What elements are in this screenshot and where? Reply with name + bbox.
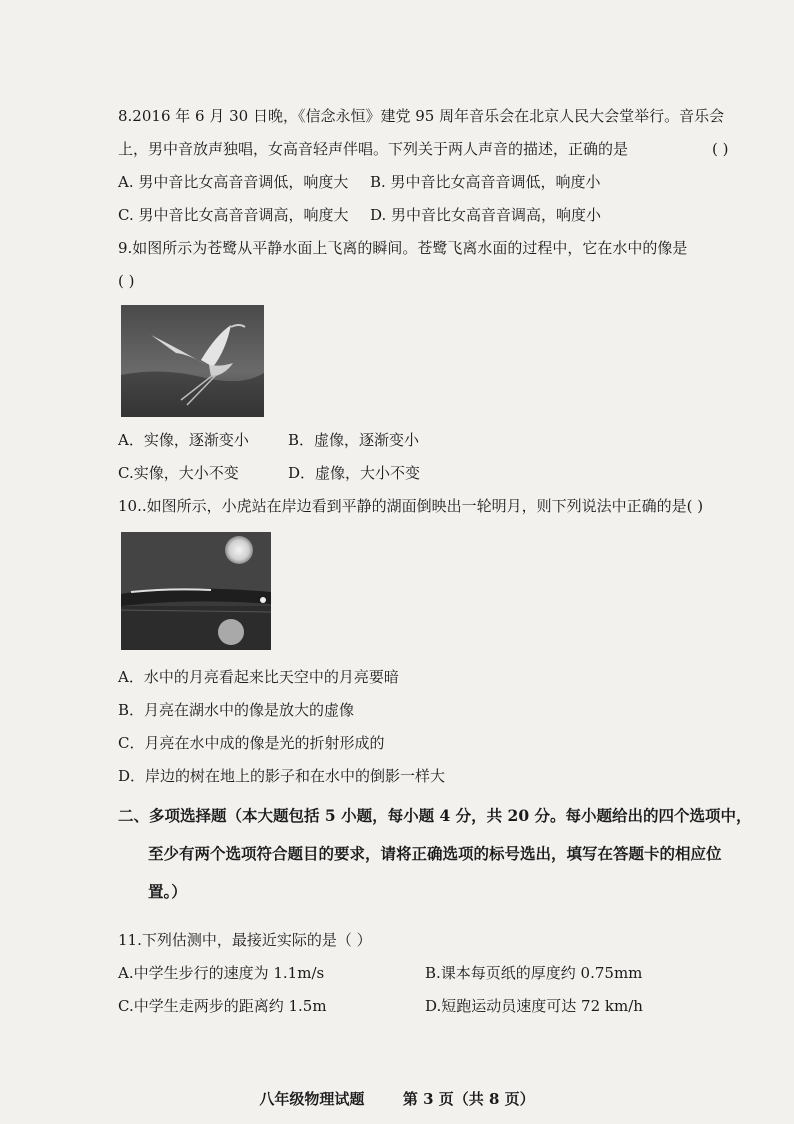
q8-option-a: A. 男中音比女高音音调低，响度大 <box>118 173 349 191</box>
q9-stem-line1: 9.如图所示为苍鹭从平静水面上飞离的瞬间。苍鹭飞离水面的过程中，它在水中的像是 <box>118 239 688 257</box>
section2-heading-line2: 至少有两个选项符合题目的要求，请将正确选项的标号选出，填写在答题卡的相应位 <box>148 844 722 863</box>
q11-option-d: D.短跑运动员速度可达 72 km/h <box>425 997 643 1015</box>
q10-option-c: C．月亮在水中成的像是光的折射形成的 <box>118 734 385 752</box>
q10-option-d: D．岸边的树在地上的影子和在水中的倒影一样大 <box>118 767 446 785</box>
q9-option-c: C.实像，大小不变 <box>118 464 239 482</box>
q8-option-d: D. 男中音比女高音音调高，响度小 <box>370 206 602 224</box>
q11-option-b: B.课本每页纸的厚度约 0.75mm <box>425 964 643 982</box>
q8-stem-line2: 上，男中音放声独唱，女高音轻声伴唱。下列关于两人声音的描述，正确的是 <box>118 140 629 158</box>
q8-answer-bracket: ( ) <box>712 140 729 158</box>
heron-photo <box>121 305 264 417</box>
q8-option-c: C. 男中音比女高音音调高，响度大 <box>118 206 349 224</box>
footer-subject: 八年级物理试题 <box>259 1090 365 1108</box>
page-footer <box>0 1088 794 1109</box>
moon-reflection-photo <box>121 532 271 650</box>
section2-heading-line1: 二、多项选择题（本大题包括 5 小题，每小题 4 分，共 20 分。每小题给出的四个选项中， <box>118 806 752 825</box>
q10-option-b: B．月亮在湖水中的像是放大的虚像 <box>118 701 355 719</box>
footer-page-number: 第 3 页（共 8 页） <box>402 1090 535 1108</box>
section2-heading-line3: 置。） <box>148 882 187 901</box>
q9-answer-bracket: ( ) <box>118 272 135 290</box>
q8-option-b: B. 男中音比女高音音调低，响度小 <box>370 173 601 191</box>
q9-option-d: D．虚像，大小不变 <box>288 464 421 482</box>
q9-option-a: A．实像，逐渐变小 <box>118 431 249 449</box>
q10-option-a: A．水中的月亮看起来比天空中的月亮要暗 <box>118 668 399 686</box>
q9-option-b: B．虚像，逐渐变小 <box>288 431 420 449</box>
q11-stem-line1: 11.下列估测中，最接近实际的是（ ） <box>118 931 372 949</box>
q8-stem-line1: 8.2016 年 6 月 30 日晚，《信念永恒》建党 95 周年音乐会在北京人民大会堂举行。音乐会 <box>118 107 725 125</box>
q10-stem-line1: 10..如图所示，小虎站在岸边看到平静的湖面倒映出一轮明月，则下列说法中正确的是( ) <box>118 497 704 515</box>
q11-option-a: A.中学生步行的速度为 1.1m/s <box>118 964 325 982</box>
q11-option-c: C.中学生走两步的距离约 1.5m <box>118 997 327 1015</box>
